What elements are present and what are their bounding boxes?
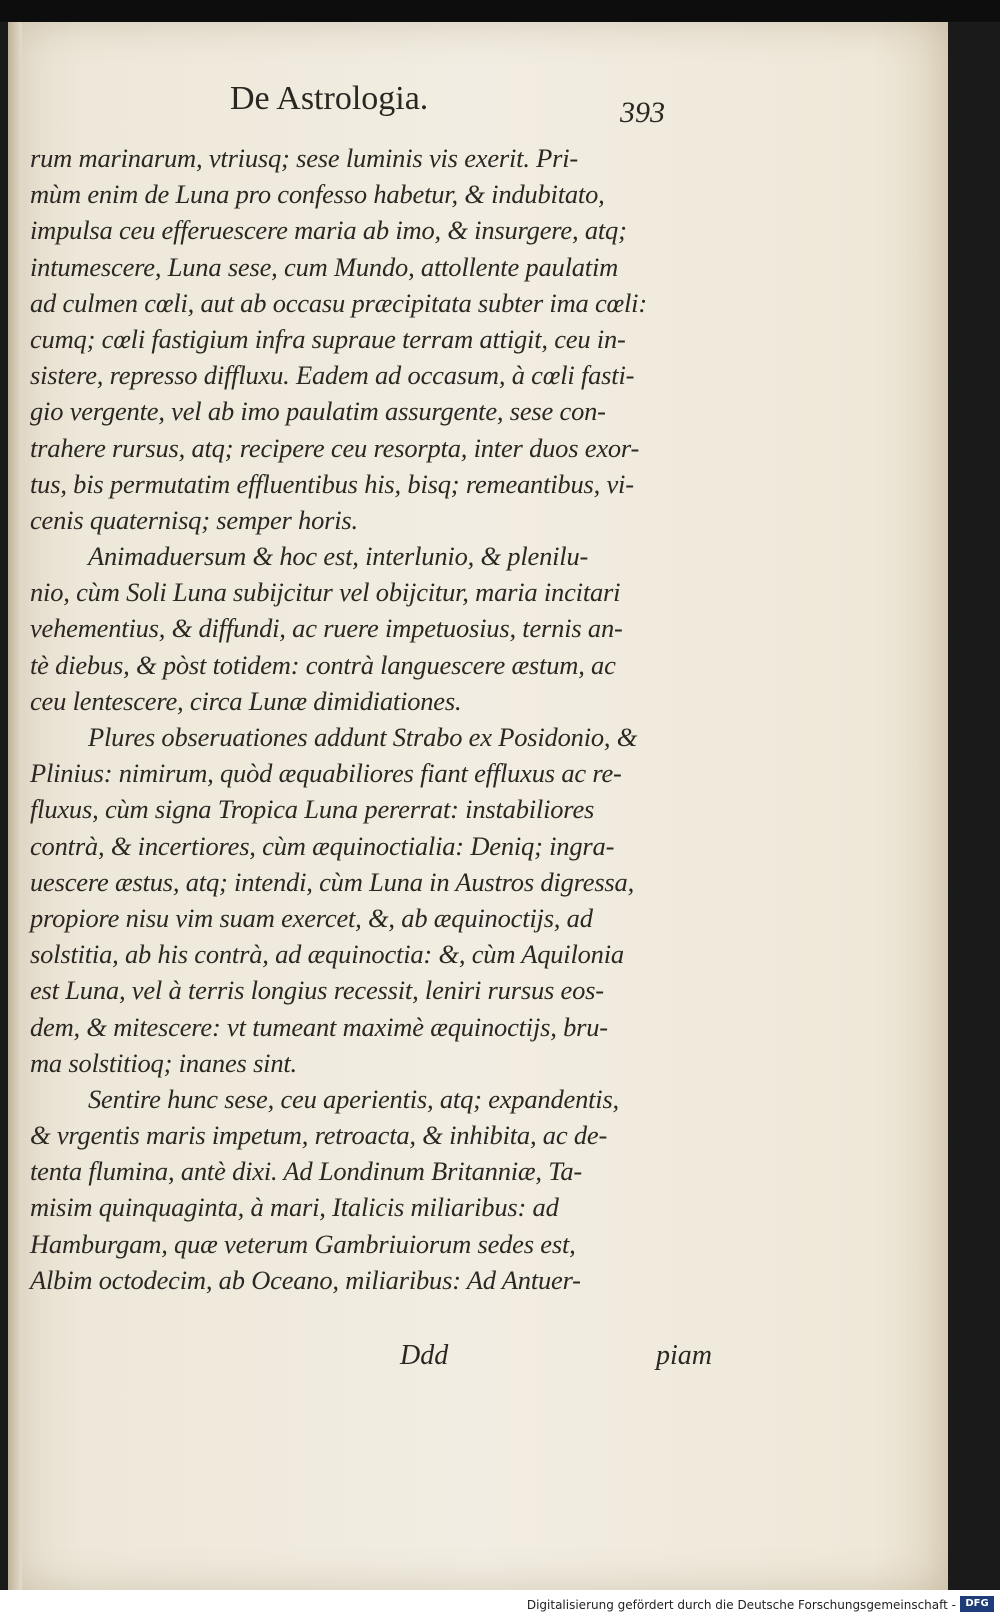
digitization-credit-bar bbox=[0, 1590, 1000, 1622]
top-border bbox=[0, 0, 1000, 22]
text-line: est Luna, vel à terris longius recessit, leniri rursus eos- bbox=[30, 975, 604, 1006]
page-number: 393 bbox=[620, 96, 665, 129]
text-line: trahere rursus, atq; recipere ceu resorpta, inter duos exor- bbox=[30, 432, 640, 463]
text-line: intumescere, Luna sese, cum Mundo, attollente paulatim bbox=[30, 251, 619, 282]
text-line: cenis quaternisq; semper horis. bbox=[30, 504, 358, 535]
text-line: Plures obseruationes addunt Strabo ex Posidonio, & bbox=[88, 722, 638, 752]
text-line: rum marinarum, vtriusq; sese luminis vis exerit. Pri- bbox=[30, 143, 579, 173]
signature-mark: Ddd bbox=[400, 1340, 449, 1371]
text-line: tè diebus, & pòst totidem: contrà languescere æstum, ac bbox=[30, 649, 616, 680]
dfg-logo: DFG bbox=[960, 1596, 994, 1612]
text-line: mùm enim de Luna pro confesso habetur, & indubitato, bbox=[30, 179, 605, 210]
text-line: Plinius: nimirum, quòd æquabiliores fiant effluxus ac re- bbox=[30, 758, 622, 789]
text-line: misim quinquaginta, à mari, Italicis miliaribus: ad bbox=[30, 1192, 559, 1223]
text-line: gio vergente, vel ab imo paulatim assurgente, sese con- bbox=[30, 396, 606, 427]
text-line: Sentire hunc sese, ceu aperientis, atq; expandentis, bbox=[88, 1083, 619, 1114]
text-line: vehementius, & diffundi, ac ruere impetuosius, ternis an- bbox=[30, 613, 623, 644]
page-binding-edge bbox=[8, 22, 22, 1590]
text-line: Albim octodecim, ab Oceano, miliaribus: Ad Antuer- bbox=[30, 1264, 581, 1295]
text-line: Animaduersum & hoc est, interlunio, & plenilu- bbox=[88, 541, 589, 572]
credit-text: Digitalisierung gefördert durch die Deutsche Forschungsgemeinschaft - bbox=[526, 1598, 956, 1612]
text-line: & vrgentis maris impetum, retroacta, & inhibita, ac de- bbox=[30, 1120, 608, 1151]
text-line: cumq; cœli fastigium infra supraue terram attigit, ceu in- bbox=[30, 323, 626, 354]
body-text bbox=[30, 140, 712, 1298]
text-line: ad culmen cœli, aut ab occasu præcipitata subter ima cœli: bbox=[30, 287, 647, 318]
catchword: piam bbox=[656, 1340, 712, 1371]
text-line: fluxus, cùm signa Tropica Luna pererrat: instabiliores bbox=[30, 794, 595, 825]
text-line: ma solstitioq; inanes sint. bbox=[30, 1047, 297, 1078]
text-line: nio, cùm Soli Luna subijcitur vel obijcitur, maria incitari bbox=[30, 577, 621, 608]
text-line: uescere æstus, atq; intendi, cùm Luna in Austros digressa, bbox=[30, 866, 635, 897]
text-line: impulsa ceu efferuescere maria ab imo, & insurgere, atq; bbox=[30, 215, 627, 246]
page-footer bbox=[30, 1340, 712, 1380]
text-line: propiore nisu vim suam exercet, &, ab æquinoctijs, ad bbox=[30, 902, 593, 933]
text-line: tenta flumina, antè dixi. Ad Londinum Britanniæ, Ta- bbox=[30, 1156, 583, 1187]
text-line: solstitia, ab his contrà, ad æquinoctia: &, cùm Aquilonia bbox=[30, 939, 624, 970]
text-line: tus, bis permutatim effluentibus his, bisq; remeantibus, vi- bbox=[30, 468, 634, 499]
text-line: contrà, & incertiores, cùm æquinoctialia: Deniq; ingra- bbox=[30, 830, 615, 861]
text-line: dem, & mitescere: vt tumeant maximè æquinoctijs, bru- bbox=[30, 1011, 608, 1042]
text-line: Hamburgam, quæ veterum Gambriuiorum sedes est, bbox=[30, 1228, 576, 1259]
text-line: sistere, represso diffluxu. Eadem ad occasum, à cœli fasti- bbox=[30, 360, 635, 391]
text-line: ceu lentescere, circa Lunæ dimidiationes. bbox=[30, 685, 462, 716]
running-title: De Astrologia. bbox=[230, 80, 429, 117]
